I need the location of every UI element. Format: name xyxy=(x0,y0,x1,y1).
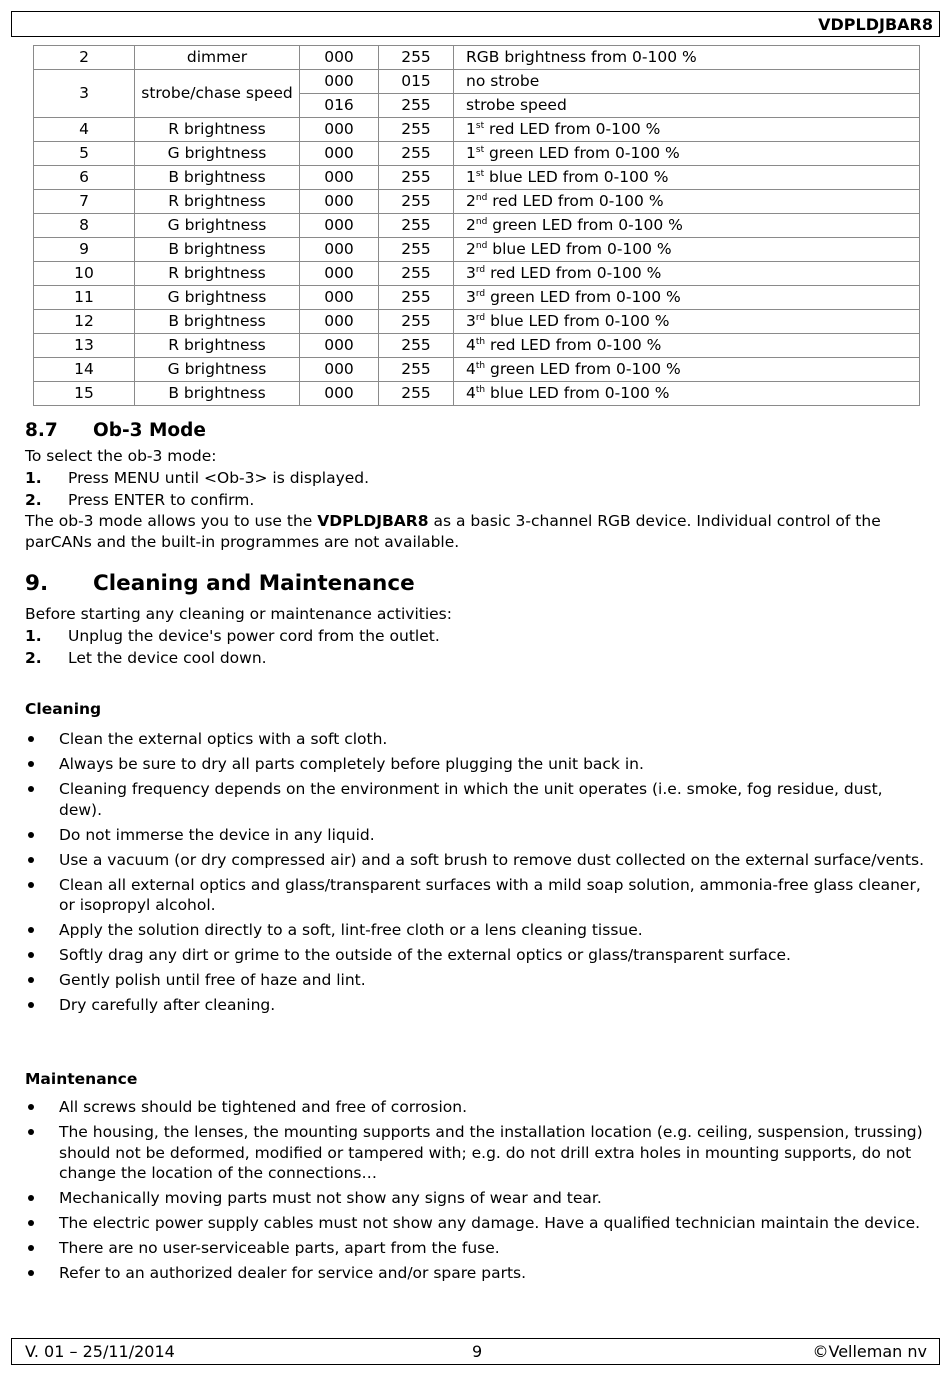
list-item-text: Gently polish until free of haze and lint. xyxy=(59,971,366,989)
list-item-text: Clean all external optics and glass/transparent surfaces with a mild soap solution, ammonia-free glass cleaner, or isopropyl alcohol. xyxy=(59,875,921,914)
list-item-text: The electric power supply cables must not show any damage. Have a qualified technician maintain the device. xyxy=(59,1214,921,1232)
ordinal-suffix: rd xyxy=(475,313,486,323)
description-cell xyxy=(454,238,920,262)
table-row xyxy=(34,382,920,406)
bullet-icon xyxy=(28,736,34,742)
description-cell: RGB brightness from 0-100 % xyxy=(454,46,920,70)
value-to-cell: 255 xyxy=(379,262,454,286)
ordinal-suffix: st xyxy=(475,169,485,179)
channel-cell: 5 xyxy=(34,142,135,166)
channel-cell: 11 xyxy=(34,286,135,310)
list-item xyxy=(25,1097,925,1118)
ordinal-number: 4 xyxy=(466,384,476,402)
list-item xyxy=(25,970,925,991)
list-item xyxy=(25,825,925,846)
value-to-cell: 255 xyxy=(379,118,454,142)
bullet-icon xyxy=(28,1245,34,1251)
description-cell xyxy=(454,166,920,190)
channel-cell: 3 xyxy=(34,70,135,118)
document-title: VDPLDJBAR8 xyxy=(818,15,933,34)
channel-cell: 12 xyxy=(34,310,135,334)
ordinal-number: 1 xyxy=(466,168,476,186)
ordinal-suffix: th xyxy=(475,337,486,347)
page-header xyxy=(11,11,940,37)
version-date: V. 01 – 25/11/2014 xyxy=(25,1342,175,1361)
bullet-icon xyxy=(28,1270,34,1276)
description-cell xyxy=(454,382,920,406)
bullet-icon xyxy=(28,857,34,863)
cleaning-list xyxy=(25,729,925,1016)
step-item: 1. Unplug the device's power cord from the outlet. xyxy=(25,627,440,645)
table-row xyxy=(34,142,920,166)
ordinal-suffix: th xyxy=(475,385,486,395)
value-to-cell: 255 xyxy=(379,286,454,310)
channel-cell: 9 xyxy=(34,238,135,262)
function-cell: B brightness xyxy=(135,310,300,334)
ordinal-suffix: nd xyxy=(475,193,488,203)
bullet-icon xyxy=(28,1002,34,1008)
description-text: red LED from 0-100 % xyxy=(490,336,662,354)
list-item xyxy=(25,995,925,1016)
list-item xyxy=(25,1213,925,1234)
section-heading: 8.7 Ob-3 Mode xyxy=(25,420,206,441)
page-footer xyxy=(11,1338,940,1365)
ordinal-number: 3 xyxy=(466,312,476,330)
ordinal-suffix: nd xyxy=(475,217,488,227)
ordinal-number: 2 xyxy=(466,240,476,258)
description-text: green LED from 0-100 % xyxy=(489,144,680,162)
channel-cell: 15 xyxy=(34,382,135,406)
value-from-cell: 000 xyxy=(300,382,379,406)
table-row xyxy=(34,70,920,94)
copyright: ©Velleman nv xyxy=(812,1342,927,1361)
description-text: blue LED from 0-100 % xyxy=(490,384,670,402)
description-cell xyxy=(454,358,920,382)
ordinal-number: 1 xyxy=(466,120,476,138)
value-from-cell: 000 xyxy=(300,310,379,334)
ordinal-suffix: rd xyxy=(475,289,486,299)
value-to-cell: 255 xyxy=(379,46,454,70)
value-from-cell: 000 xyxy=(300,46,379,70)
value-from-cell: 000 xyxy=(300,142,379,166)
value-from-cell: 000 xyxy=(300,286,379,310)
value-to-cell: 015 xyxy=(379,70,454,94)
function-cell: R brightness xyxy=(135,190,300,214)
channel-cell: 8 xyxy=(34,214,135,238)
value-from-cell: 000 xyxy=(300,238,379,262)
ordinal-number: 4 xyxy=(466,336,476,354)
section-heading: 9. Cleaning and Maintenance xyxy=(25,571,415,596)
function-cell: R brightness xyxy=(135,334,300,358)
ordinal-suffix: st xyxy=(475,121,485,131)
function-cell: B brightness xyxy=(135,238,300,262)
description-cell xyxy=(454,190,920,214)
list-item-text: Clean the external optics with a soft cloth. xyxy=(59,730,388,748)
ordinal-number: 4 xyxy=(466,360,476,378)
function-cell: G brightness xyxy=(135,286,300,310)
channel-cell: 4 xyxy=(34,118,135,142)
list-item-text: Always be sure to dry all parts completely before plugging the unit back in. xyxy=(59,755,644,773)
function-cell: G brightness xyxy=(135,214,300,238)
list-item-text: Use a vacuum (or dry compressed air) and a soft brush to remove dust collected on the external surface/vents. xyxy=(59,850,925,869)
list-item xyxy=(25,729,925,750)
list-item xyxy=(25,920,925,941)
table-row xyxy=(34,334,920,358)
table-row xyxy=(34,214,920,238)
value-from-cell: 000 xyxy=(300,262,379,286)
list-item xyxy=(25,850,925,871)
bullet-icon xyxy=(28,882,34,888)
list-item-text: Do not immerse the device in any liquid. xyxy=(59,825,375,844)
channel-cell: 6 xyxy=(34,166,135,190)
list-item-text: Dry carefully after cleaning. xyxy=(59,996,276,1014)
value-from-cell: 000 xyxy=(300,214,379,238)
value-from-cell: 000 xyxy=(300,190,379,214)
list-item xyxy=(25,1188,925,1209)
value-from-cell: 000 xyxy=(300,70,379,94)
cleaning-subsection xyxy=(25,700,925,1020)
ordinal-suffix: th xyxy=(475,361,486,371)
table-row xyxy=(34,358,920,382)
description-text: red LED from 0-100 % xyxy=(489,120,661,138)
value-from-cell: 016 xyxy=(300,94,379,118)
table-row xyxy=(34,46,920,70)
bullet-icon xyxy=(28,832,34,838)
ordinal-number: 3 xyxy=(466,264,476,282)
subsection-heading: Cleaning xyxy=(25,700,102,718)
list-item xyxy=(25,1263,925,1284)
bullet-icon xyxy=(28,1129,34,1135)
list-item xyxy=(25,875,925,916)
value-to-cell: 255 xyxy=(379,358,454,382)
description-cell xyxy=(454,118,920,142)
value-to-cell: 255 xyxy=(379,238,454,262)
description-cell xyxy=(454,310,920,334)
intro-text: To select the ob-3 mode: xyxy=(25,447,217,465)
value-to-cell: 255 xyxy=(379,166,454,190)
maintenance-subsection xyxy=(25,1070,925,1288)
list-item-text: Apply the solution directly to a soft, lint-free cloth or a lens cleaning tissue. xyxy=(59,921,643,939)
channel-cell: 10 xyxy=(34,262,135,286)
value-from-cell: 000 xyxy=(300,334,379,358)
value-from-cell: 000 xyxy=(300,358,379,382)
intro-text: Before starting any cleaning or maintenance activities: xyxy=(25,605,452,623)
table-row xyxy=(34,118,920,142)
description-text: green LED from 0-100 % xyxy=(490,360,681,378)
ordinal-number: 3 xyxy=(466,288,476,306)
description-cell: strobe speed xyxy=(454,94,920,118)
list-item xyxy=(25,945,925,966)
function-cell: G brightness xyxy=(135,142,300,166)
value-to-cell: 255 xyxy=(379,382,454,406)
value-to-cell: 255 xyxy=(379,310,454,334)
value-to-cell: 255 xyxy=(379,214,454,238)
description-cell xyxy=(454,142,920,166)
bullet-icon xyxy=(28,1220,34,1226)
description-cell: no strobe xyxy=(454,70,920,94)
description-cell xyxy=(454,286,920,310)
function-cell: B brightness xyxy=(135,166,300,190)
bullet-icon xyxy=(28,761,34,767)
description-cell xyxy=(454,214,920,238)
channel-cell: 2 xyxy=(34,46,135,70)
table-row xyxy=(34,286,920,310)
description-text: blue LED from 0-100 % xyxy=(489,168,669,186)
list-item-text: Mechanically moving parts must not show any signs of wear and tear. xyxy=(59,1189,602,1207)
subsection-heading: Maintenance xyxy=(25,1070,138,1088)
function-cell: R brightness xyxy=(135,262,300,286)
ordinal-number: 2 xyxy=(466,192,476,210)
channel-cell: 13 xyxy=(34,334,135,358)
bullet-icon xyxy=(28,786,34,792)
ordinal-suffix: nd xyxy=(475,241,488,251)
dmx-channel-table xyxy=(33,45,920,406)
step-item: 2. Let the device cool down. xyxy=(25,649,267,667)
bullet-icon xyxy=(28,1195,34,1201)
ordinal-suffix: st xyxy=(475,145,485,155)
description-cell xyxy=(454,262,920,286)
description-text: green LED from 0-100 % xyxy=(492,216,683,234)
list-item xyxy=(25,754,925,775)
step-item: 2. Press ENTER to confirm. xyxy=(25,491,255,509)
list-item-text: The housing, the lenses, the mounting supports and the installation location (e.g. ceiling, suspension, trussing) should not be deformed, modified or tampered with; e.g. do not drill extra holes in mounting supports, do not change the location of the connections… xyxy=(59,1123,923,1182)
channel-cell: 7 xyxy=(34,190,135,214)
value-to-cell: 255 xyxy=(379,190,454,214)
list-item xyxy=(25,1122,925,1184)
list-item-text: Refer to an authorized dealer for service and/or spare parts. xyxy=(59,1264,527,1282)
list-item-text: There are no user-serviceable parts, apart from the fuse. xyxy=(59,1239,500,1257)
step-item: 1. Press MENU until <Ob-3> is displayed. xyxy=(25,469,370,487)
list-item-text: All screws should be tightened and free of corrosion. xyxy=(59,1098,468,1116)
list-item xyxy=(25,779,925,820)
value-to-cell: 255 xyxy=(379,94,454,118)
function-cell: B brightness xyxy=(135,382,300,406)
description-text: green LED from 0-100 % xyxy=(490,288,681,306)
table-row xyxy=(34,238,920,262)
value-from-cell: 000 xyxy=(300,118,379,142)
bullet-icon xyxy=(28,977,34,983)
table-row xyxy=(34,310,920,334)
description-text: red LED from 0-100 % xyxy=(490,264,662,282)
bullet-icon xyxy=(28,952,34,958)
value-from-cell: 000 xyxy=(300,166,379,190)
maintenance-list xyxy=(25,1097,925,1284)
function-cell: R brightness xyxy=(135,118,300,142)
description-text: red LED from 0-100 % xyxy=(492,192,664,210)
value-to-cell: 255 xyxy=(379,334,454,358)
value-to-cell: 255 xyxy=(379,142,454,166)
table-row xyxy=(34,190,920,214)
table-row xyxy=(34,262,920,286)
ordinal-number: 2 xyxy=(466,216,476,234)
bullet-icon xyxy=(28,1104,34,1110)
description-text: blue LED from 0-100 % xyxy=(492,240,672,258)
list-item-text: Cleaning frequency depends on the environment in which the unit operates (i.e. smoke, fog residue, dust, dew). xyxy=(59,780,883,819)
ob3-description: The ob-3 mode allows you to use the VDPLDJBAR8 as a basic 3-channel RGB device. Individual control of the parCANs and the built-in programmes are not available. xyxy=(25,512,881,551)
list-item xyxy=(25,1238,925,1259)
page-number: 9 xyxy=(472,1342,483,1361)
section-cleaning-maintenance xyxy=(25,571,925,669)
section-ob3-mode xyxy=(25,420,925,553)
ordinal-suffix: rd xyxy=(475,265,486,275)
table-row xyxy=(34,166,920,190)
description-text: blue LED from 0-100 % xyxy=(490,312,670,330)
function-cell: strobe/chase speed xyxy=(135,70,300,118)
bullet-icon xyxy=(28,927,34,933)
function-cell: G brightness xyxy=(135,358,300,382)
description-cell xyxy=(454,334,920,358)
function-cell: dimmer xyxy=(135,46,300,70)
channel-cell: 14 xyxy=(34,358,135,382)
ordinal-number: 1 xyxy=(466,144,476,162)
list-item-text: Softly drag any dirt or grime to the outside of the external optics or glass/transparent surface. xyxy=(59,946,791,964)
